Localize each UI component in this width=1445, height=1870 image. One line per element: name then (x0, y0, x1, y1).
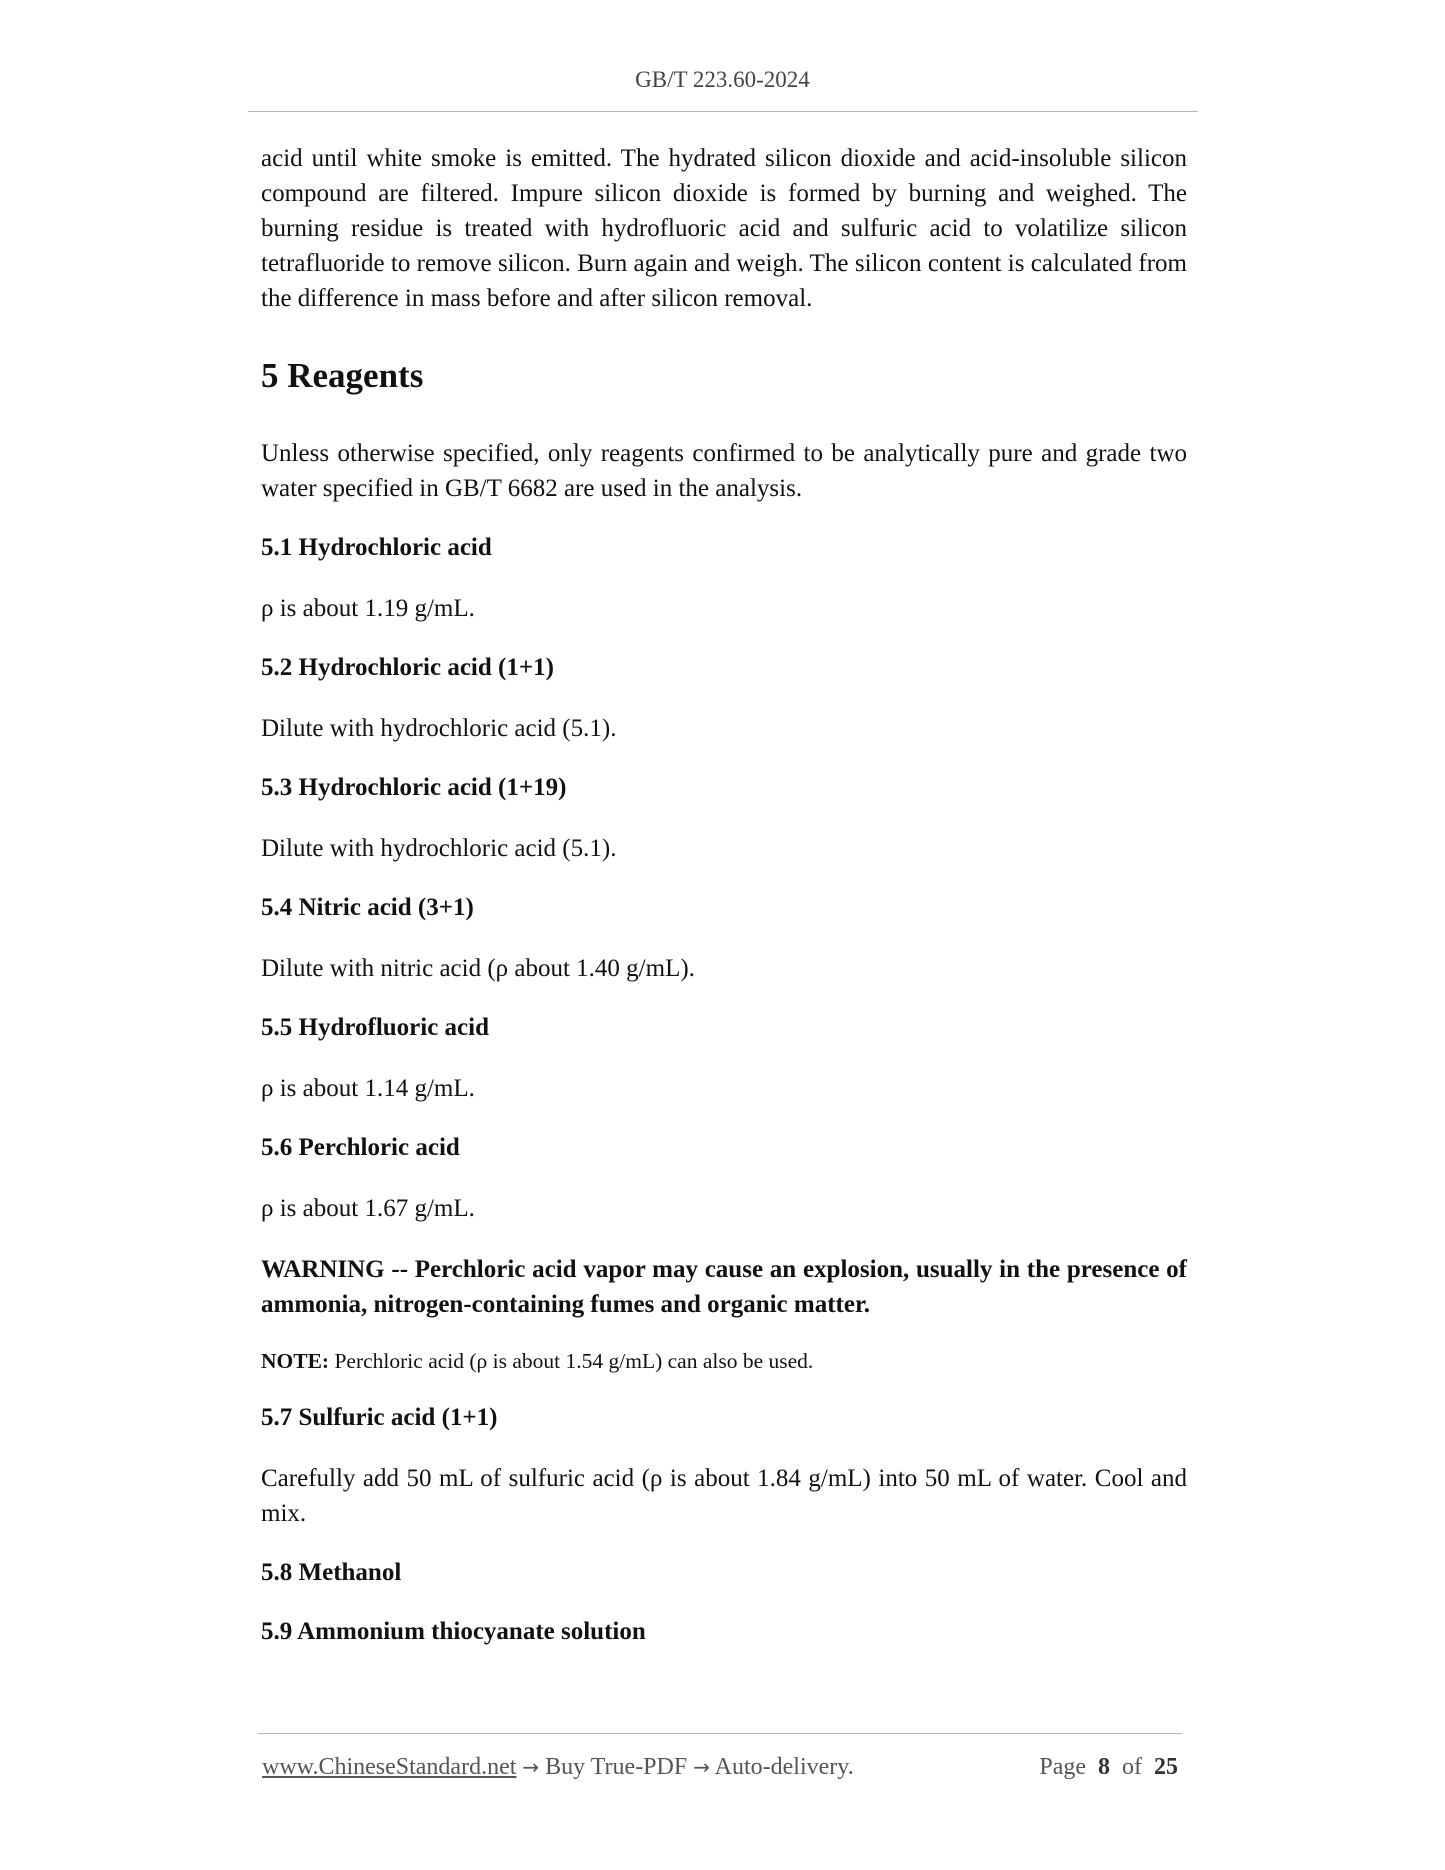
footer-divider (258, 1733, 1182, 1734)
item-heading-5-5: 5.5 Hydrofluoric acid (261, 1014, 490, 1041)
note-label: NOTE: (261, 1349, 330, 1373)
page-footer (262, 1752, 1182, 1782)
item-body-5-6: ρ is about 1.67 g/mL. (261, 1195, 475, 1222)
page-number (1039, 1752, 1178, 1782)
intro-paragraph: acid until white smoke is emitted. The hydrated silicon dioxide and acid-insoluble silicon compound are filtered. Impure silicon dioxide is formed by burning and weighed. The burning residue is treated with hydrofluoric acid and sulfuric acid to volatilize silicon tetrafluoride to remove silicon. Burn again and weigh. The silicon content is calculated from the difference in mass before and after silicon removal. (261, 145, 1187, 312)
page-total: 25 (1154, 1754, 1178, 1780)
page-current: 8 (1098, 1754, 1110, 1780)
item-body-5-3: Dilute with hydrochloric acid (5.1). (261, 835, 617, 862)
item-heading-5-8: 5.8 Methanol (261, 1559, 402, 1586)
item-heading-5-1: 5.1 Hydrochloric acid (261, 534, 492, 561)
section-heading: 5 Reagents (261, 356, 424, 395)
item-body-5-1: ρ is about 1.19 g/mL. (261, 595, 475, 622)
section-intro: Unless otherwise specified, only reagents confirmed to be analytically pure and grade two water specified in GB/T 6682 are used in the analysis. (261, 440, 1187, 502)
header-divider (248, 111, 1198, 112)
item-heading-5-4: 5.4 Nitric acid (3+1) (261, 894, 474, 921)
item-heading-5-9: 5.9 Ammonium thiocyanate solution (261, 1618, 646, 1645)
arrow-right-icon: → (522, 1755, 540, 1779)
warning-text: WARNING -- Perchloric acid vapor may cause an explosion, usually in the presence of ammonia, nitrogen-containing fumes and organic matter. (261, 1256, 1187, 1318)
footer-promo (262, 1752, 854, 1782)
item-body-5-4: Dilute with nitric acid (ρ about 1.40 g/mL). (261, 955, 695, 982)
item-heading-5-7: 5.7 Sulfuric acid (1+1) (261, 1404, 498, 1431)
item-body-5-2: Dilute with hydrochloric acid (5.1). (261, 715, 617, 742)
website-link[interactable]: www.ChineseStandard.net (262, 1754, 517, 1780)
auto-delivery-text: Auto-delivery. (709, 1754, 854, 1780)
page-header-title: GB/T 223.60-2024 (635, 67, 810, 92)
page-content (261, 141, 1187, 1649)
item-heading-5-3: 5.3 Hydrochloric acid (1+19) (261, 774, 567, 801)
item-body-5-5: ρ is about 1.14 g/mL. (261, 1075, 475, 1102)
arrow-right-icon: → (693, 1755, 710, 1779)
page-label: Page (1039, 1754, 1086, 1780)
item-heading-5-6: 5.6 Perchloric acid (261, 1134, 460, 1161)
note (261, 1346, 1187, 1376)
note-text: Perchloric acid (ρ is about 1.54 g/mL) can also be used. (329, 1349, 814, 1373)
item-body-5-7: Carefully add 50 mL of sulfuric acid (ρ is about 1.84 g/mL) into 50 mL of water. Cool and mix. (261, 1465, 1187, 1527)
buy-true-pdf-text: Buy True-PDF (539, 1754, 694, 1780)
of-label: of (1122, 1754, 1142, 1780)
item-heading-5-2: 5.2 Hydrochloric acid (1+1) (261, 654, 554, 681)
